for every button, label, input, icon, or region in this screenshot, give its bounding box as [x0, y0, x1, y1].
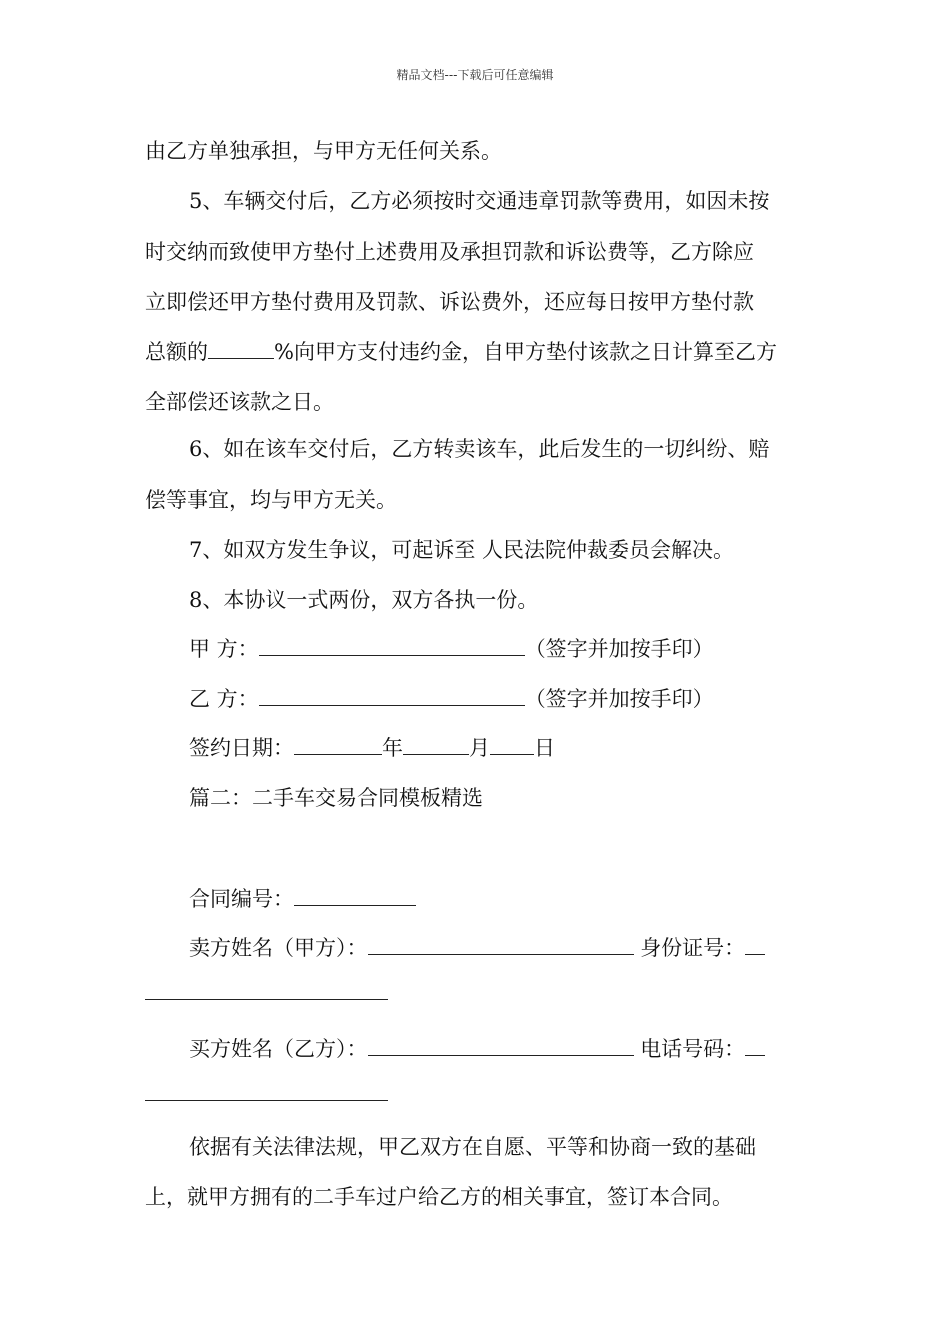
contract-number-label: 合同编号：: [189, 887, 294, 911]
clause-6-line: 偿等事宜，均与甲方无关。: [145, 488, 397, 512]
phone-continuation: [145, 1079, 810, 1109]
contract-number-line: [189, 884, 854, 914]
month-blank: [403, 734, 469, 755]
signing-date-line: [189, 733, 854, 763]
sign-note: （签字并加按手印）: [524, 687, 714, 711]
clause-7: 7、如双方发生争议，可起诉至 人民法院仲裁委员会解决。: [189, 538, 735, 562]
year-label: 年: [382, 736, 403, 760]
id-number-blank-continued: [145, 979, 388, 1000]
clause-5-line: 时交纳而致使甲方垫付上述费用及承担罚款和诉讼费等，乙方除应: [145, 240, 754, 264]
id-number-label: 身份证号：: [640, 936, 746, 960]
date-label: 签约日期：: [189, 736, 294, 760]
party-a-signature-line: [189, 634, 854, 664]
id-number-continuation: [145, 978, 810, 1008]
phone-blank: [745, 1035, 765, 1056]
party-b-signature-line: [189, 684, 854, 714]
phone-blank-continued: [145, 1080, 388, 1101]
buyer-label: 买方姓名（乙方）：: [189, 1037, 368, 1061]
sign-note: （签字并加按手印）: [524, 637, 714, 661]
clause-5-text: 总额的: [145, 340, 208, 364]
clause-5-line: 5、车辆交付后，乙方必须按时交通违章罚款等费用，如因未按: [189, 189, 770, 213]
seller-name-blank: [368, 934, 634, 955]
party-a-label: 甲 方：: [189, 637, 259, 661]
intro-line: 依据有关法律法规，甲乙双方在自愿、平等和协商一致的基础: [189, 1135, 756, 1159]
month-label: 月: [469, 736, 490, 760]
buyer-line: [189, 1034, 809, 1064]
percent-blank: [208, 338, 274, 359]
page-header: 精品文档---下载后可任意编辑: [396, 68, 554, 82]
section-2-title: 篇二：二手车交易合同模板精选: [189, 786, 483, 810]
clause-5-line: 立即偿还甲方垫付费用及罚款、诉讼费外，还应每日按甲方垫付款: [145, 290, 754, 314]
party-b-signature-blank: [259, 685, 525, 706]
id-number-blank: [745, 934, 765, 955]
party-b-label: 乙 方：: [189, 687, 259, 711]
clause-5-text: %向甲方支付违约金，自甲方垫付该款之日计算至乙方: [274, 340, 777, 364]
clause-6-line: 6、如在该车交付后，乙方转卖该车，此后发生的一切纠纷、赔: [189, 437, 770, 461]
day-blank: [490, 734, 534, 755]
contract-number-blank: [294, 885, 416, 906]
clause-8: 8、本协议一式两份，双方各执一份。: [189, 588, 539, 612]
phone-label: 电话号码：: [640, 1037, 746, 1061]
paragraph-line: 由乙方单独承担，与甲方无任何关系。: [145, 139, 502, 163]
buyer-name-blank: [368, 1035, 634, 1056]
year-blank: [294, 734, 382, 755]
seller-line: [189, 933, 809, 963]
clause-5-line: 全部偿还该款之日。: [145, 390, 334, 414]
clause-5-line: [145, 337, 810, 367]
intro-line: 上，就甲方拥有的二手车过户给乙方的相关事宜，签订本合同。: [145, 1185, 733, 1209]
party-a-signature-blank: [259, 635, 525, 656]
seller-label: 卖方姓名（甲方）：: [189, 936, 368, 960]
day-label: 日: [534, 736, 555, 760]
